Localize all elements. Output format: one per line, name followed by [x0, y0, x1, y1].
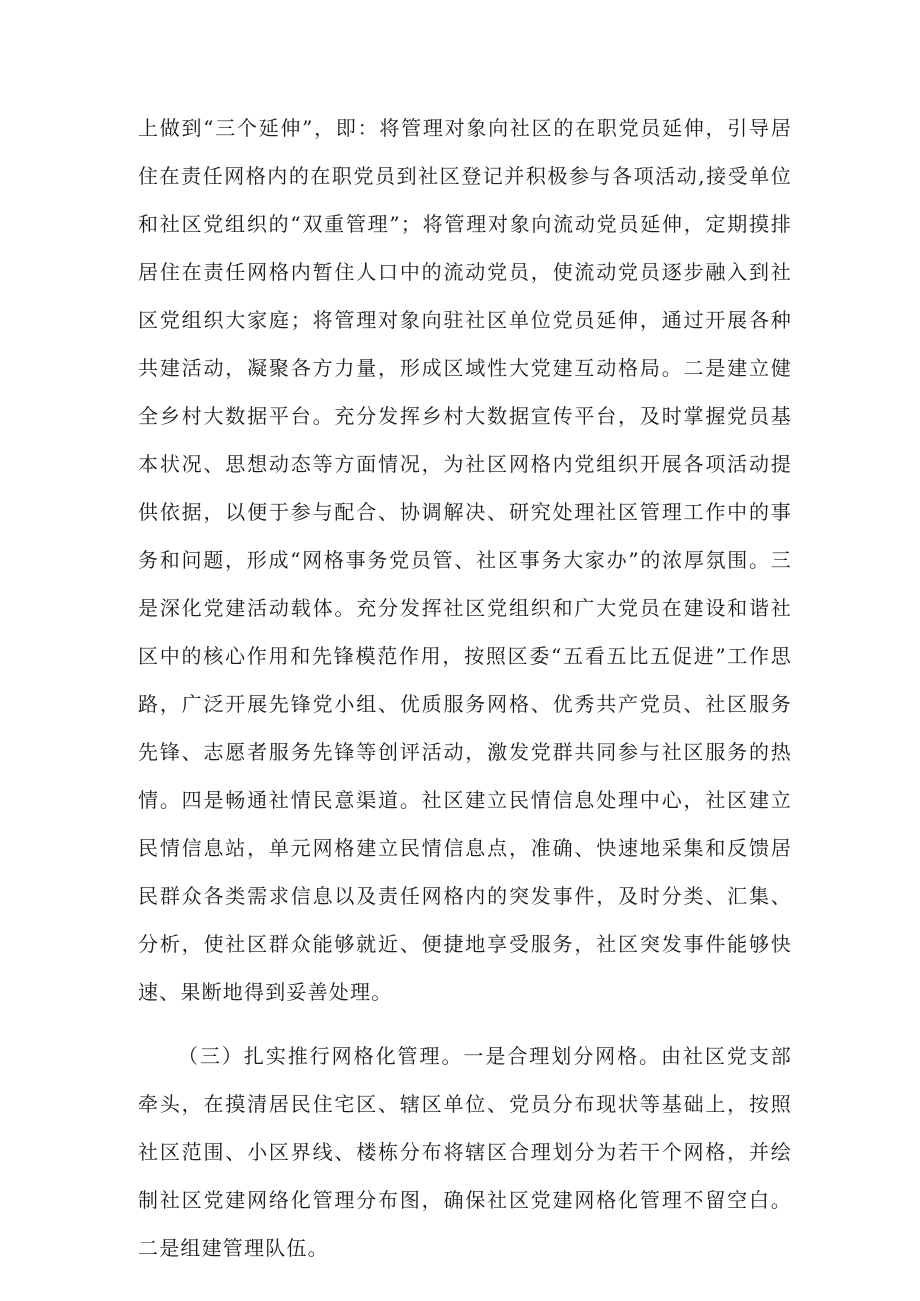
document-body — [138, 104, 792, 1272]
paragraph-continuation: 上做到“三个延伸”，即：将管理对象向社区的在职党员延伸，引导居住在责任网格内的在职党员到社区登记并积极参与各项活动,接受单位和社区党组织的“双重管理”；将管理对象向流动党员延伸，定期摸排居住在责任网格内暂住人口中的流动党员，使流动党员逐步融入到社区党组织大家庭；将管理对象向驻社区单位党员延伸，通过开展各种共建活动，凝聚各方力量，形成区域性大党建互动格局。二是建立健全乡村大数据平台。充分发挥乡村大数据宣传平台，及时掌握党员基本状况、思想动态等方面情况，为社区网格内党组织开展各项活动提供依据，以便于参与配合、协调解决、研究处理社区管理工作中的事务和问题，形成“网格事务党员管、社区事务大家办”的浓厚氛围。三是深化党建活动载体。充分发挥社区党组织和广大党员在建设和谐社区中的核心作用和先锋模范作用，按照区委“五看五比五促进”工作思路，广泛开展先锋党小组、优质服务网格、优秀共产党员、社区服务先锋、志愿者服务先锋等创评活动，激发党群共同参与社区服务的热情。四是畅通社情民意渠道。社区建立民情信息处理中心，社区建立民情信息站，单元网格建立民情信息点，准确、快速地采集和反馈居民群众各类需求信息以及责任网格内的突发事件，及时分类、汇集、分析，使社区群众能够就近、便捷地享受服务，社区突发事件能够快速、果断地得到妥善处理。 — [138, 116, 792, 1004]
paragraph-section-three: （三）扎实推行网格化管理。一是合理划分网格。由社区党支部牵头，在摸清居民住宅区、辖区单位、党员分布现状等基础上，按照社区范围、小区界线、楼栋分布将辖区合理划分为若干个网格，并绘制社区党建网络化管理分布图，确保社区党建网格化管理不留空白。二是组建管理队伍。 — [138, 1044, 792, 1260]
